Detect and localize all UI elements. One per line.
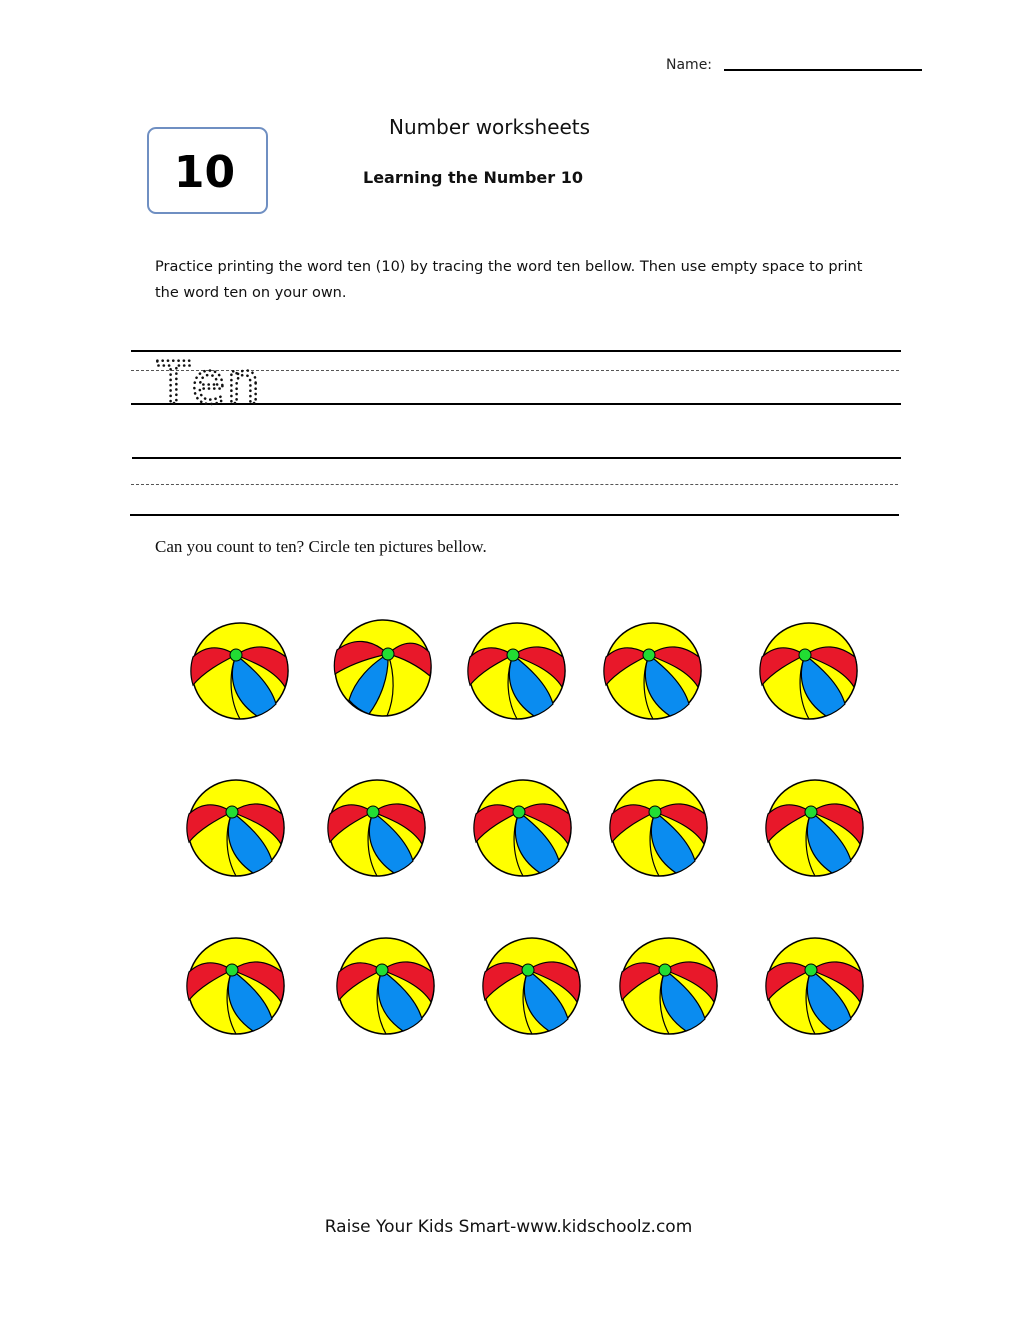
beach-ball-icon[interactable] bbox=[765, 778, 865, 878]
trace-word-text: Ten bbox=[156, 349, 261, 409]
beach-ball-icon[interactable] bbox=[336, 936, 436, 1036]
practice-line-base[interactable] bbox=[130, 514, 899, 516]
instructions-text: Practice printing the word ten (10) by tracing the word ten bellow. Then use empty space to print the word ten on your own. bbox=[155, 259, 863, 301]
practice-line-mid[interactable] bbox=[131, 484, 898, 485]
name-label: Name: bbox=[666, 57, 713, 73]
beach-ball-icon[interactable] bbox=[333, 618, 433, 718]
beach-ball-icon[interactable] bbox=[473, 778, 573, 878]
page-subtitle: Learning the Number 10 bbox=[363, 168, 583, 187]
beach-ball-icon[interactable] bbox=[482, 936, 582, 1036]
beach-ball-icon[interactable] bbox=[609, 778, 709, 878]
count-prompt: Can you count to ten? Circle ten pictures bellow. bbox=[155, 537, 487, 556]
beach-ball-icon[interactable] bbox=[186, 778, 286, 878]
page-title: Number worksheets bbox=[389, 115, 591, 139]
beach-ball-icon[interactable] bbox=[765, 936, 865, 1036]
beach-ball-icon[interactable] bbox=[467, 621, 567, 721]
name-input-line[interactable] bbox=[724, 69, 922, 71]
beach-ball-icon[interactable] bbox=[186, 936, 286, 1036]
trace-word[interactable] bbox=[150, 345, 290, 409]
number-badge bbox=[147, 127, 268, 214]
beach-ball-icon[interactable] bbox=[603, 621, 703, 721]
beach-ball-icon[interactable] bbox=[759, 621, 859, 721]
beach-ball-icon[interactable] bbox=[190, 621, 290, 721]
number-badge-value: 10 bbox=[173, 147, 236, 198]
beach-ball-icon[interactable] bbox=[327, 778, 427, 878]
footer-text: Raise Your Kids Smart-www.kidschoolz.com bbox=[324, 1217, 693, 1237]
practice-line-top[interactable] bbox=[132, 457, 901, 459]
beach-ball-icon[interactable] bbox=[619, 936, 719, 1036]
